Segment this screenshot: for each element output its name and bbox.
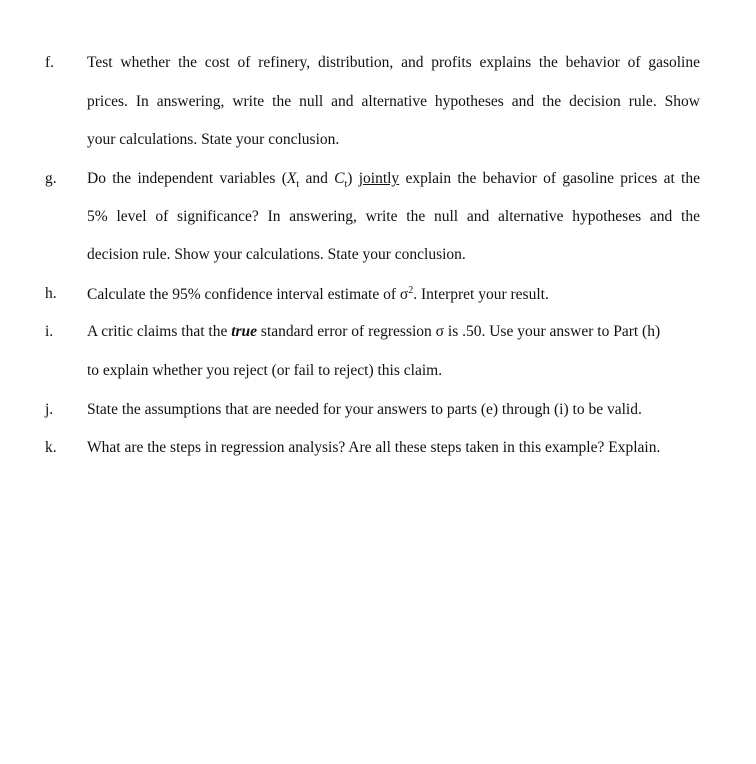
emphasized-true: true [231, 323, 258, 340]
subscript-t: t [344, 179, 348, 191]
text-segment: ) [347, 170, 359, 187]
question-text-line: decision rule. Show your calculations. State your conclusion. [87, 246, 466, 263]
subscript-t: t [296, 179, 300, 191]
question-text-line [87, 170, 700, 190]
text-segment: A critic claims that the [87, 323, 232, 340]
question-letter: f. [45, 54, 55, 71]
question-text-line: Test whether the cost of refinery, distribution, and profits explains the behavior of gasoline [87, 54, 700, 71]
text-segment: Calculate the 95% confidence interval estimate of σ [87, 286, 409, 304]
variable-c: C [334, 170, 345, 187]
question-text-line [87, 323, 660, 341]
variable-x: X [286, 170, 297, 187]
superscript-2: 2 [408, 285, 414, 296]
question-text-line: to explain whether you reject (or fail to reject) this claim. [87, 362, 443, 379]
question-text-line: prices. In answering, write the null and alternative hypotheses and the decision rule. Show [87, 93, 700, 110]
question-text-line [87, 285, 549, 304]
underlined-jointly: jointly [358, 170, 400, 187]
question-letter: g. [45, 170, 57, 187]
text-segment: . Interpret your result. [413, 286, 549, 304]
text-segment: Do the independent variables ( [87, 170, 287, 187]
question-text-line: State the assumptions that are needed for your answers to parts (e) through (i) to be valid. [87, 401, 642, 418]
question-letter: j. [45, 401, 54, 418]
text-segment: standard error of regression σ is .50. Use your answer to Part (h) [257, 323, 661, 340]
question-text-line: your calculations. State your conclusion. [87, 131, 340, 148]
question-letter: h. [45, 285, 57, 302]
text-segment: and [299, 170, 335, 187]
question-text-line: What are the steps in regression analysis? Are all these steps taken in this example? Explain. [87, 439, 661, 456]
text-segment: explain the behavior of gasoline prices at the [399, 170, 700, 187]
question-letter: i. [45, 323, 54, 340]
question-text-line: 5% level of significance? In answering, write the null and alternative hypotheses and the [87, 208, 700, 225]
question-letter: k. [45, 439, 57, 456]
